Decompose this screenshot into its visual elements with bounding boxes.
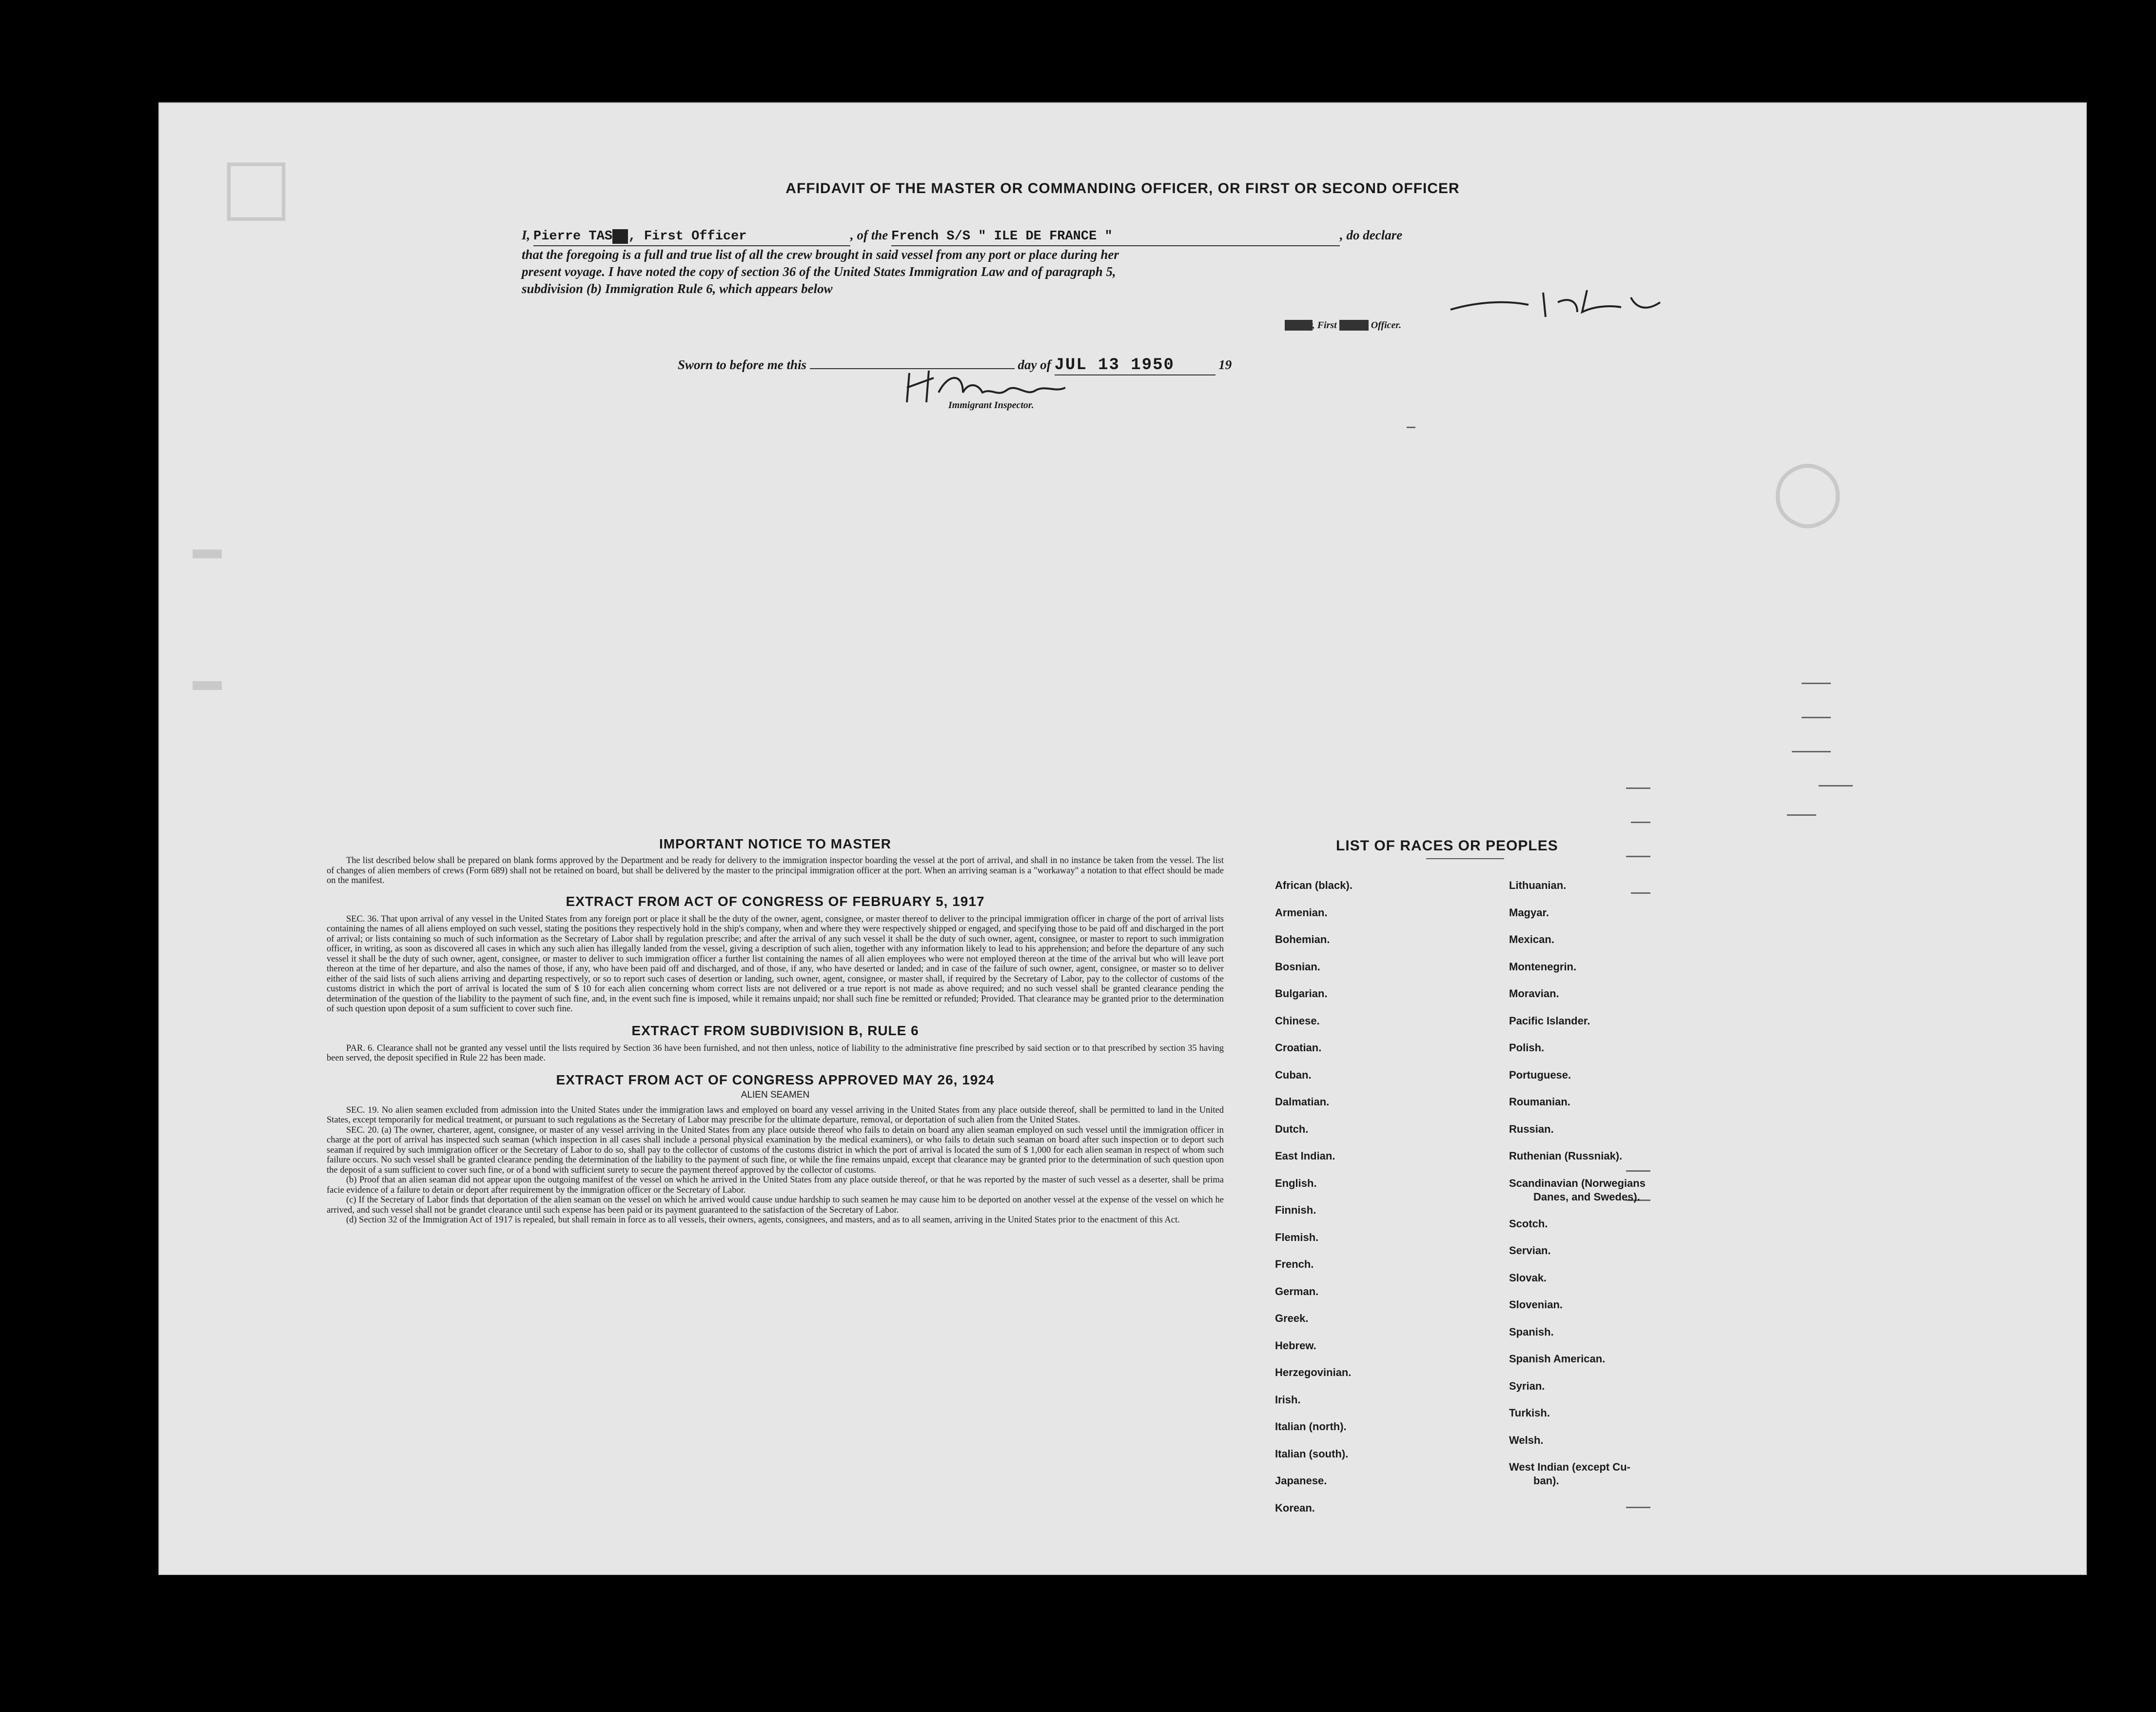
extract-1924-p2: SEC. 20. (a) The owner, charterer, agent, consignee, or master of any vessel arriving in the United States from any place outside thereof who fails to detain on board any alien seaman employed on such vessel until the immigration officer in charge at the port of arrival has inspected such seaman (which inspection in all cases shall include a personal physical examination by the medical examiners), or who fails to detain such seaman on board after such inspection or to deport such seaman if required by such immigration officer or the Secretary of Labor to do so, shall pay to the collector of customs of the customs district in which the port of arrival is located the sum of $ 1,000 for each alien seaman in respect of whom such failure occurs. No such vessel shall be granted clearance pending the determination of the liability to the payment of such fine, or while the fine remains unpaid, except that clearance may be granted prior to the determination of such question upon the deposit of a sum sufficient to cover such fine, or of a bond with sufficient surety to secure the payment thereof approved by the collector of customs. (327, 1125, 1224, 1175)
race-item: Portuguese. (1509, 1068, 1571, 1081)
sworn-label: Sworn to before me this (678, 357, 807, 372)
bleed-through-mark: ◯ (1772, 455, 1843, 526)
ditto-mark (1819, 785, 1853, 787)
race-item: Flemish. (1275, 1231, 1319, 1243)
race-item: Roumanian. (1509, 1096, 1570, 1108)
race-item: Welsh. (1509, 1434, 1544, 1446)
year-prefix: 19 (1218, 357, 1232, 372)
inspector-label: Immigrant Inspector. (948, 400, 1034, 411)
race-item: Slovenian. (1509, 1299, 1563, 1311)
master-struck: Master (1285, 320, 1313, 331)
vessel-field (891, 227, 1340, 246)
alien-seamen-subtitle: ALIEN SEAMEN (741, 1089, 810, 1100)
race-item: Pacific Islander. (1509, 1014, 1590, 1027)
extract-1924-p5: (d) Section 32 of the Immigration Act of 1917 is repealed, but shall remain in force as to all vessels, their owners, agents, consignees, and masters, and as to all seamen, arriving in the United States prior to the enactment of this Act. (346, 1215, 1180, 1225)
extract-1924-p3: (b) Proof that an alien seaman did not appear upon the outgoing manifest of the vessel on which he arrived in the United States from any place outside thereof, or that he was reported by the master of such vessel as a deserter, shall be prima facie evidence of a failure to detain or deport after requirement by the immigration officer or the Secretary of Labor. (327, 1175, 1224, 1195)
of-the-label: , of the (850, 228, 888, 242)
title-underline (1426, 858, 1504, 859)
race-item: Turkish. (1509, 1407, 1550, 1419)
ditto-mark (1802, 683, 1831, 684)
first-label: , First (1312, 320, 1337, 331)
extract-1924-p1: SEC. 19. No alien seamen excluded from admission into the United States under the immigration laws and employed on board any vessel arriving in the United States from any place outside thereof, shall be permitted to land in the United States, except temporarily for medical treatment, or pursuant to such regulations as the Secretary of Labor may prescribe for the ultimate departure, removal, or deportation of such alien from the United States. (327, 1105, 1224, 1125)
race-item: West Indian (except Cu- (1509, 1461, 1630, 1473)
ditto-mark (1626, 787, 1650, 789)
race-item: Syrian. (1509, 1379, 1545, 1392)
ditto-mark (1626, 1507, 1650, 1508)
race-item: Danes, and Swedes). (1533, 1190, 1640, 1203)
declaration-line-3: present voyage. I have noted the copy of section 36 of the United States Immigration Law and of paragraph 5, (522, 264, 1116, 279)
do-declare-label: , do declare (1340, 228, 1403, 242)
second-struck: Second (1339, 320, 1369, 331)
race-item: Italian (north). (1275, 1420, 1347, 1433)
race-item: Chinese. (1275, 1014, 1320, 1027)
races-title: LIST OF RACES OR PEOPLES (1336, 838, 1558, 854)
race-item: Bosnian. (1275, 960, 1320, 973)
race-item: Magyar. (1509, 906, 1549, 919)
extract-1924-title: EXTRACT FROM ACT OF CONGRESS APPROVED MAY 26, 1924 (556, 1072, 995, 1087)
race-item: Japanese. (1275, 1475, 1327, 1487)
races-left-column (1275, 872, 1352, 1521)
declaration-line-4: subdivision (b) Immigration Rule 6, which appears below (522, 281, 833, 296)
subdivision-b-title: EXTRACT FROM SUBDIVISION B, RULE 6 (631, 1023, 919, 1038)
race-item: Spanish. (1509, 1325, 1554, 1338)
i-label: I, (522, 228, 530, 242)
race-item: Bulgarian. (1275, 987, 1328, 1000)
date-stamp: JUL 13 1950 (1054, 356, 1175, 374)
race-item: Finnish. (1275, 1204, 1316, 1216)
declaration-line-2: that the foregoing is a full and true list of all the crew brought in said vessel from any port or place during her (522, 247, 1119, 262)
race-item: Mexican. (1509, 933, 1554, 945)
race-item: Armenian. (1275, 906, 1328, 919)
officer-field (533, 227, 850, 246)
ditto-mark (1407, 427, 1415, 428)
race-item: Polish. (1509, 1042, 1545, 1054)
notice-text: The list described below shall be prepared on blank forms approved by the Department and be ready for delivery to the immigration inspector boarding the vessel at the port of arrival, and shall in no instance be taken from the vessel. The list of changes of alien members of crews (Form 689) shall not be retained on board, but shall be delivered by the master to the principal immigration officer at the port. When an arriving seaman is a "workaway" a notation to that effect should be made on the manifest. (327, 856, 1224, 886)
race-item: Greek. (1275, 1312, 1309, 1324)
ditto-mark (1792, 751, 1831, 752)
race-item: Hebrew. (1275, 1339, 1316, 1352)
race-item: Cuban. (1275, 1068, 1312, 1081)
race-item: ban). (1533, 1475, 1559, 1487)
race-item: Scotch. (1509, 1217, 1548, 1230)
race-item: Moravian. (1509, 987, 1559, 1000)
ditto-mark (1626, 856, 1650, 857)
vessel-name-typed: French S/S " ILE DE FRANCE " (891, 229, 1113, 244)
extract-1924-p4: (c) If the Secretary of Labor finds that deportation of the alien seaman on the vessel on which he arrived would cause undue hardship to such seamen he may cause him to be deported on another vessel at the expense of the vessel on which he arrived, and such vessel shall not be grandet clearance until such expense has been paid or its payment guaranteed to the satisfaction of the Secretary of Labor. (327, 1195, 1224, 1215)
race-item: Croatian. (1275, 1042, 1322, 1054)
race-item: Lithuanian. (1509, 879, 1567, 891)
officer-label: Officer. (1368, 320, 1402, 331)
bleed-through-mark: ▬ (193, 664, 222, 696)
subdivision-b-text: PAR. 6. Clearance shall not be granted any vessel until the lists required by Section 36 have been furnished, and not then unless, notice of liability to the administrative fine prescribed by said section or to that prescribed by section 35 having been served, the deposit specified in Rule 22 has been made. (327, 1043, 1224, 1063)
document-page (158, 102, 2087, 1575)
race-item: Montenegrin. (1509, 960, 1577, 973)
notice-title: IMPORTANT NOTICE TO MASTER (659, 836, 892, 851)
officer-signature (1446, 283, 1675, 327)
race-item: Herzegovinian. (1275, 1366, 1352, 1378)
race-item: Scandinavian (Norwegians (1509, 1177, 1646, 1189)
race-item: Bohemian. (1275, 933, 1330, 945)
race-item: Dutch. (1275, 1122, 1309, 1135)
ditto-mark (1787, 814, 1816, 816)
bleed-through-mark: □ (227, 133, 286, 242)
ditto-mark (1631, 822, 1650, 823)
ditto-mark (1802, 717, 1831, 718)
race-item: French. (1275, 1258, 1314, 1270)
bleed-through-mark: ▬ (193, 532, 222, 565)
officer-signature-label (1285, 320, 1401, 331)
officer-rank-typed: , First Officer (628, 229, 747, 244)
day-of-label: day of (1018, 357, 1051, 372)
legal-column (327, 836, 1224, 1225)
race-item: Italian (south). (1275, 1447, 1349, 1460)
affidavit-title: AFFIDAVIT OF THE MASTER OR COMMANDING OFFICER, OR FIRST OR SECOND OFFICER (785, 180, 1460, 197)
race-item: English. (1275, 1177, 1317, 1189)
race-item: Dalmatian. (1275, 1096, 1330, 1108)
race-item: East Indian. (1275, 1150, 1335, 1162)
race-item: Servian. (1509, 1244, 1551, 1257)
race-item: Korean. (1275, 1501, 1315, 1514)
officer-name-typed: Pierre TAS (533, 229, 613, 244)
race-item: Spanish American. (1509, 1353, 1606, 1365)
date-stamp-field (1055, 356, 1215, 375)
races-right-column (1509, 872, 1646, 1488)
race-item: Ruthenian (Russniak). (1509, 1150, 1623, 1162)
extract-1917-text: SEC. 36. That upon arrival of any vessel in the United States from any foreign port or place it shall be the duty of the owner, agent, consignee, or master thereof to deliver to the principal immigration officer in charge of the port of arrival lists containing the names of all aliens employed on such vessel, stating the positions they respectively hold in the ship's company, when and where they were respectively shipped or engaged, and specifying those to be paid off and discharged in the port of arrival; or lists containing so much of such information as the Secretary of Labor shall by regulation prescribe; and after the arrival of any such vessel it shall be the duty of such owner, agent, consignee, or master to report to such immigration officer, in writing, as soon as discovered all cases in which any such alien has illegally landed from the vessel, giving a description of such alien, together with any information likely to lead to his apprehension; and before the departure of any such vessel it shall be the duty of such owner, agent, consignee, or master to deliver to such immigration officer a further list containing the names of all alien employees who were not employed thereon at the time of the arrival but who will leave port thereon at the time of her departure, and also the names of those, if any, who have been paid off and discharged, and of those, if any, who have deserted or landed; and in case of the failure of such owner, agent, consignee, or master so to deliver either of the said lists of such aliens arriving and departing respectively, or so to report such cases of desertion or landing, such owner, agent, consignee, or master shall, if required by the Secretary of Labor, pay to the collector of customs of the customs district in which the port of arrival is located the sum of $ 10 for each alien concerning whom correct lists are not delivered or a true report is not made as above required; and no such vessel shall be granted clearance pending the determination of the question of the liability to the payment of such fine, and, in the event such fine is imposed, while it remains unpaid; nor shall such fine be remitted or refunded; Provided. That clearance may be granted prior to the determination of such question upon deposit of a sum sufficient to cover such fine. (327, 914, 1224, 1014)
race-item: Irish. (1275, 1393, 1301, 1406)
race-item: Russian. (1509, 1122, 1554, 1135)
race-item: Slovak. (1509, 1271, 1547, 1284)
officer-name-struck: SE (612, 229, 628, 244)
extract-1917-title: EXTRACT FROM ACT OF CONGRESS OF FEBRUARY 5, 1917 (566, 893, 985, 909)
race-item: German. (1275, 1285, 1319, 1298)
race-item: African (black). (1275, 879, 1352, 891)
